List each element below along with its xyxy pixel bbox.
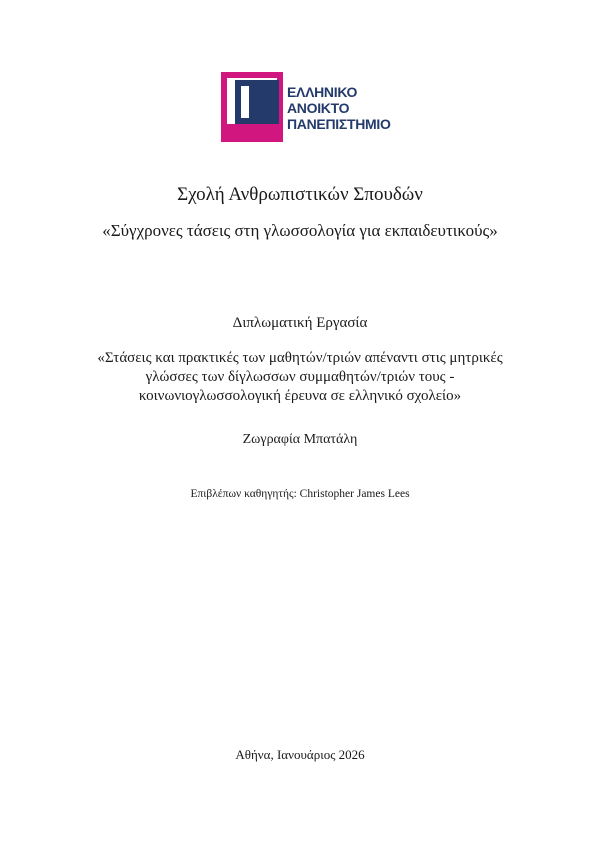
thesis-title-line-2: γλώσσες των δίγλωσσων συμμαθητών/τριών τους - <box>145 369 455 385</box>
logo-wordmark <box>287 84 391 132</box>
thesis-title-line-3: κοινωνιογλωσσολογική έρευνα σε ελληνικό σχολείο» <box>138 388 462 404</box>
program-title: «Σύγχρονες τάσεις στη γλωσσολογία για εκπαιδευτικούς» <box>102 221 498 240</box>
thesis-title <box>0 349 600 406</box>
school-name: Σχολή Ανθρωπιστικών Σπουδών <box>177 184 423 205</box>
author-name: Ζωγραφία Μπατάλη <box>242 432 358 447</box>
thesis-label: Διπλωματική Εργασία <box>232 315 368 331</box>
logo-line-3: ΠΑΝΕΠΙΣΤΗΜΙΟ <box>287 116 391 132</box>
place-date: Αθήνα, Ιανουάριος 2026 <box>235 747 365 762</box>
logo-emblem-icon <box>221 72 287 144</box>
logo-line-1: ΕΛΛΗΝΙΚΟ <box>287 84 358 100</box>
university-logo <box>221 72 411 144</box>
supervisor-line: Επιβλέπων καθηγητής: Christopher James Lees <box>190 488 410 500</box>
logo-line-2: ΑΝΟΙΚΤΟ <box>287 100 350 116</box>
thesis-title-line-1: «Στάσεις και πρακτικές των μαθητών/τριών απέναντι στις μητρικές <box>97 350 503 366</box>
